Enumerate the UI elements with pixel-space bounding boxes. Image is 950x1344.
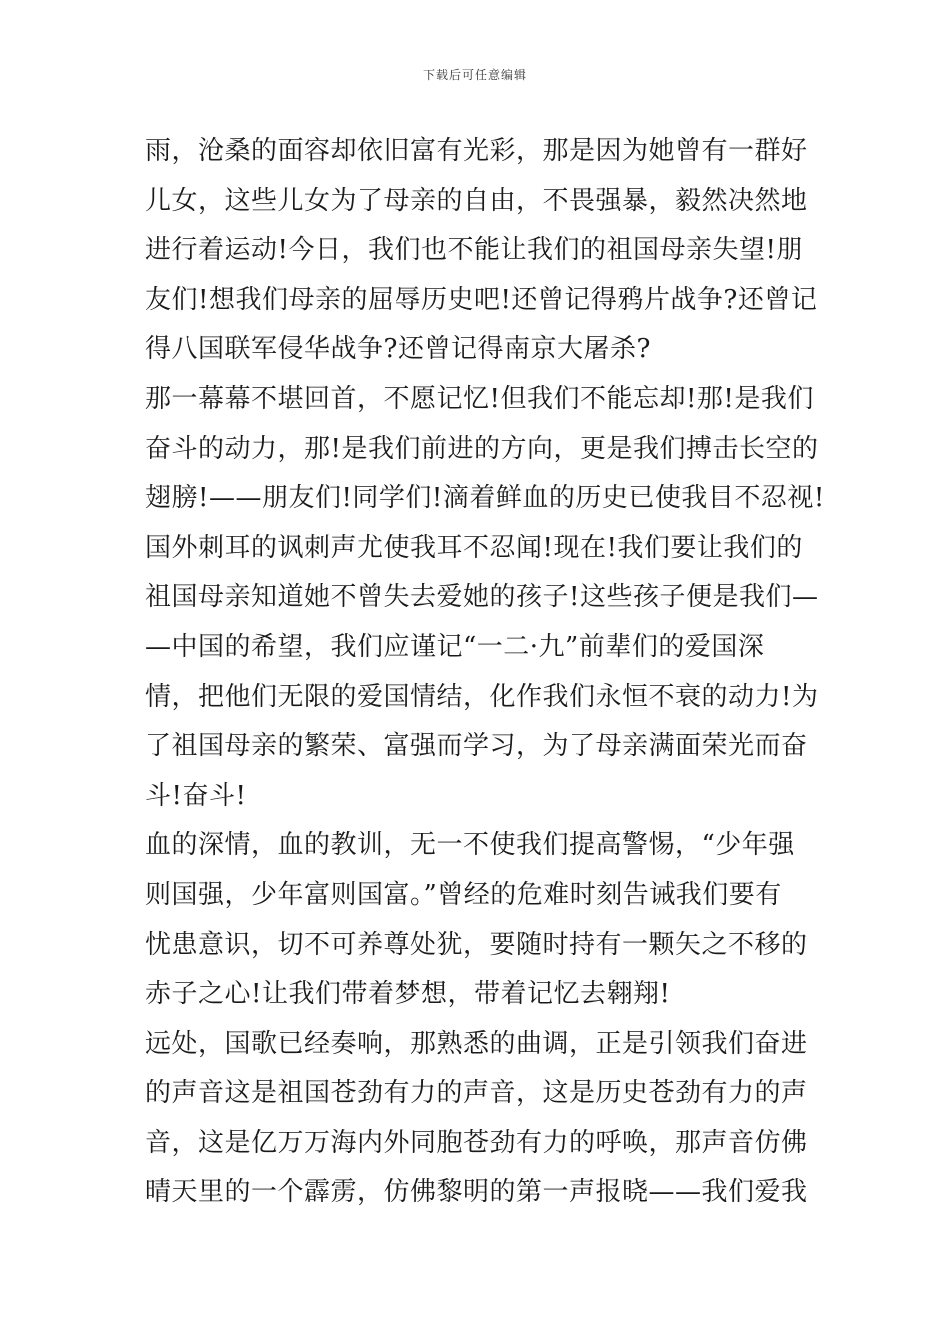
text-line: 远处，国歌已经奏响，那熟悉的曲调，正是引领我们奋进 xyxy=(145,1028,808,1059)
text-line: 则国强，少年富则国富。”曾经的危难时刻告诫我们要有 xyxy=(145,879,782,910)
text-line: 雨，沧桑的面容却依旧富有光彩，那是因为她曾有一群好 xyxy=(145,136,808,166)
text-line: 音，这是亿万万海内外同胞苍劲有力的呼唤，那声音仿佛 xyxy=(145,1127,808,1158)
text-line: 的声音这是祖国苍劲有力的声音，这是历史苍劲有力的声 xyxy=(145,1078,808,1109)
text-line: 斗!奋斗! xyxy=(145,780,247,811)
body-text xyxy=(145,127,825,1218)
text-line: 血的深情，血的教训，无一不使我们提高警惕，“少年强 xyxy=(145,830,795,861)
text-line: 忧患意识，切不可养尊处犹，要随时持有一颗矢之不移的 xyxy=(145,929,808,960)
text-line: 晴天里的一个霹雳，仿佛黎明的第一声报晓——我们爱我 xyxy=(145,1177,808,1208)
text-line: 奋斗的动力，那!是我们前进的方向，更是我们搏击长空的 xyxy=(145,433,819,464)
text-line: 情，把他们无限的爱国情结，化作我们永恒不衰的动力!为 xyxy=(145,681,819,712)
text-line: 国外刺耳的讽刺声尤使我耳不忍闻!现在!我们要让我们的 xyxy=(145,532,803,563)
text-line: 赤子之心!让我们带着梦想，带着记忆去翱翔! xyxy=(145,979,671,1010)
text-line: 翅膀!——朋友们!同学们!滴着鲜血的历史已使我目不忍视! xyxy=(145,483,825,514)
text-line: 了祖国母亲的繁荣、富强而学习，为了母亲满面荣光而奋 xyxy=(145,731,808,762)
text-line: 祖国母亲知道她不曾失去爱她的孩子!这些孩子便是我们— xyxy=(145,582,819,613)
text-line: 进行着运动!今日，我们也不能让我们的祖国母亲失望!朋 xyxy=(145,235,803,266)
text-line: —中国的希望，我们应谨记“一二·九”前辈们的爱国深 xyxy=(145,631,765,662)
text-line: 友们!想我们母亲的屈辱历史吧!还曾记得鸦片战争?还曾记 xyxy=(145,284,818,315)
text-line: 那一幕幕不堪回首，不愿记忆!但我们不能忘却!那!是我们 xyxy=(145,383,814,414)
text-line: 得八国联军侵华战争?还曾记得南京大屠杀? xyxy=(145,334,651,365)
text-line: 儿女，这些儿女为了母亲的自由，不畏强暴，毅然决然地 xyxy=(145,185,808,216)
page-header: 下载后可任意编辑 xyxy=(422,68,527,82)
